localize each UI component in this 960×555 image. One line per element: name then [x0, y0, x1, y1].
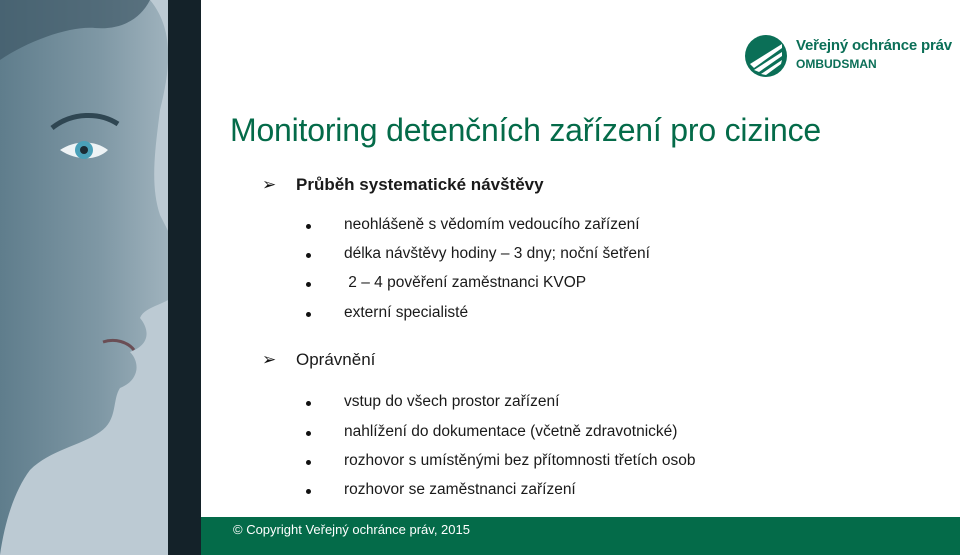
- section-heading-visit: [262, 175, 862, 199]
- section-heading-text: Oprávnění: [296, 350, 376, 369]
- arrowhead-bullet-icon: ➢: [262, 350, 277, 369]
- list-item-text: neohlášeně s vědomím vedoucího zařízení: [344, 216, 640, 233]
- round-bullet-icon: [306, 312, 311, 317]
- face-profile-photo: [0, 0, 201, 555]
- list-item: [306, 245, 866, 267]
- list-item-text: rozhovor se zaměstnanci zařízení: [344, 481, 576, 498]
- list-item: [306, 304, 866, 326]
- ombudsman-logo-icon: [744, 34, 788, 78]
- list-item-text: 2 – 4 pověření zaměstnanci KVOP: [344, 274, 587, 291]
- list-item-text: externí specialisté: [344, 304, 469, 321]
- list-item-text: délka návštěvy hodiny – 3 dny; noční šetření: [344, 245, 650, 262]
- list-item-text: nahlížení do dokumentace (včetně zdravotnické): [344, 423, 678, 440]
- round-bullet-icon: [306, 253, 311, 258]
- round-bullet-icon: [306, 489, 311, 494]
- section-heading-text: Průběh systematické návštěvy: [296, 175, 544, 194]
- list-item: [306, 393, 866, 415]
- list-item: [306, 481, 866, 503]
- list-item: [306, 274, 866, 296]
- round-bullet-icon: [306, 224, 311, 229]
- round-bullet-icon: [306, 431, 311, 436]
- slide-title: Monitoring detenčních zařízení pro cizince: [230, 112, 822, 148]
- list-item-text: rozhovor s umístěnými bez přítomnosti třetích osob: [344, 452, 696, 469]
- round-bullet-icon: [306, 460, 311, 465]
- list-item-text: vstup do všech prostor zařízení: [344, 393, 560, 410]
- list-item: [306, 423, 866, 445]
- logo-name: Veřejný ochránce práv: [796, 37, 952, 54]
- round-bullet-icon: [306, 401, 311, 406]
- list-item: [306, 452, 866, 474]
- round-bullet-icon: [306, 282, 311, 287]
- logo-subtitle: OMBUDSMAN: [796, 57, 877, 71]
- ombudsman-logo: [744, 34, 956, 78]
- list-item: [306, 216, 866, 238]
- arrowhead-bullet-icon: ➢: [262, 175, 277, 194]
- footer-copyright: © Copyright Veřejný ochránce práv, 2015: [233, 522, 470, 537]
- section-heading-rights: [262, 350, 862, 374]
